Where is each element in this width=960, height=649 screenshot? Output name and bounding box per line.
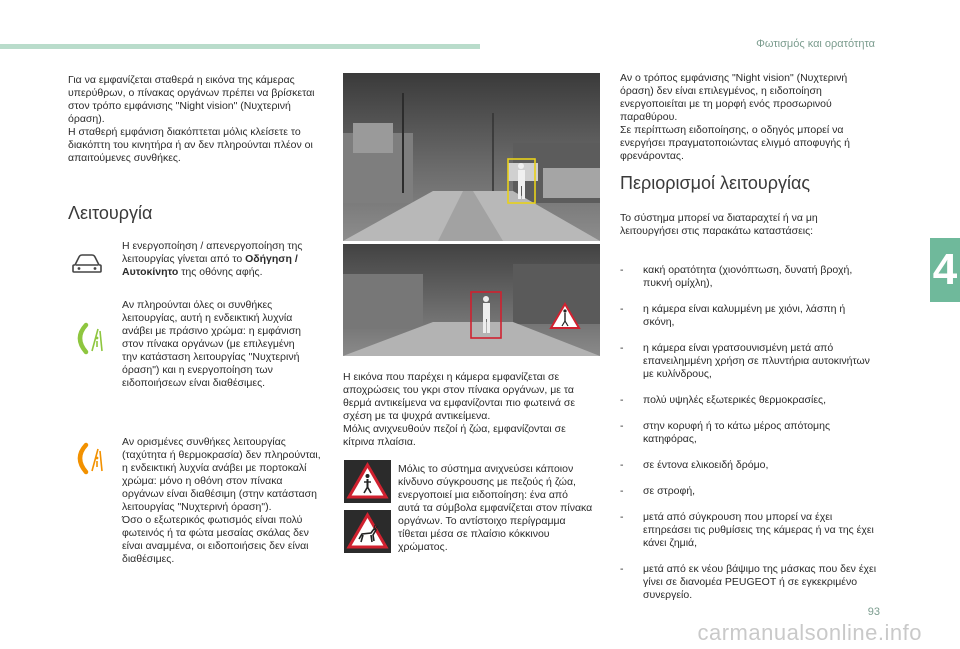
limitations-intro: Το σύστημα μπορεί να διαταραχτεί ή να μη λειτουργήσει στις παρακάτω καταστάσεις: xyxy=(620,212,818,237)
list-item: - η κάμερα είναι γρατσουνισμένη μετά από επανειλημμένη χρήση σε πλυντήρια αυτοκινήτων με κυλίνδρους, xyxy=(620,342,878,381)
green-lamp-text: Αν πληρούνται όλες οι συνθήκες λειτουργίας, αυτή η ενδεικτική λυχνία ανάβει με πράσινο χρώμα: η εμφάνιση στον πίνακα οργάνων (με επιλεγμένη την κατάσταση λειτουργίας "Νυχτερινή όραση") και η ενεργοποίηση των ειδοποιήσεων είναι διαθέσιμες. xyxy=(122,299,302,389)
intro-text: Για να εμφανίζεται σταθερά η εικόνα της κάμερας υπερύθρων, ο πίνακας οργάνων πρέπει να βρίσκεται στον τρόπο εμφάνισης "Night vision" (Νυχτερινή όραση). Η σταθερή εμφάνιση διακόπτεται μόλις κλείσετε το διακόπτη του κινητήρα ή αν δεν πληρούνται πλέον οι απαιτούμενες συνθήκες. xyxy=(68,74,315,164)
page-number: 93 xyxy=(867,606,880,618)
limitations-section xyxy=(620,199,878,628)
header-bar xyxy=(0,44,480,49)
popup-alert-text: Αν ο τρόπος εμφάνισης "Night vision" (Νυχτερινή όραση) δεν είναι επιλεγμένος, η ειδοποίηση ενεργοποιείται με τη μορφή ενός προσωρινού παραθύρου. Σε περίπτωση ειδοποίησης, ο οδηγός μπορεί να ενεργήσει πραγματοποιώντας ελιγμό αποφυγής ή φρενάροντας. xyxy=(620,72,850,162)
list-item: - η κάμερα είναι καλυμμένη με χιόνι, λάσπη ή σκόνη, xyxy=(620,303,878,329)
list-item: - στην κορυφή ή το κάτω μέρος απότομης κατηφόρας, xyxy=(620,420,878,446)
menu-reference: Οδήγηση / Αυτοκίνητο xyxy=(122,253,298,278)
thermal-camera-image-alert xyxy=(343,244,600,356)
alert-symbols-text: Μόλις το σύστημα ανιχνεύσει κάποιον κίνδυνο σύγκρουσης με πεζούς ή ζώα, ενεργοποιεί μια ειδοποίηση: ένα από αυτά τα σύμβολα εμφανίζεται στον πίνακα οργάνων. Το αντίστοιχο περίγραμμα τίθεται μέσα σε πλαίσιο κόκκινου χρώματος. xyxy=(398,463,593,553)
night-vision-green-lamp-icon xyxy=(72,320,108,365)
car-outline-icon xyxy=(70,250,104,281)
animal-warning-icon xyxy=(344,510,391,553)
limitations-list xyxy=(620,251,878,615)
heading-limitations: Περιορισμοί λειτουργίας xyxy=(620,173,811,193)
list-item: - πολύ υψηλές εξωτερικές θερμοκρασίες, xyxy=(620,394,878,407)
camera-caption: Η εικόνα που παρέχει η κάμερα εμφανίζεται σε αποχρώσεις του γκρι στον πίνακα οργάνων, με τα θερμά αντικείμενα να εμφανίζονται πιο φωτεινά σε σχέση με τα ψυχρά αντικείμενα. Μόλις ανιχνευθούν πεζοί ή ζώα, εμφανίζονται σε κίτρινα πλαίσια. xyxy=(343,371,576,448)
list-item: - σε στροφή, xyxy=(620,485,878,498)
list-item: - κακή ορατότητα (χιονόπτωση, δυνατή βροχή, πυκνή ομίχλη), xyxy=(620,264,878,290)
watermark: carmanualsonline.info xyxy=(697,620,922,645)
activation-text: Η ενεργοποίηση / απενεργοποίηση της λειτουργίας γίνεται από το Οδήγηση / Αυτοκίνητο της οθόνης αφής. xyxy=(122,240,303,278)
chapter-tab: 4 xyxy=(930,238,960,302)
list-item: - σε έντονα ελικοειδή δρόμο, xyxy=(620,459,878,472)
section-title: Φωτισμός και ορατότητα xyxy=(756,38,875,50)
heading-operation: Λειτουργία xyxy=(68,203,153,223)
orange-lamp-text: Αν ορισμένες συνθήκες λειτουργίας (ταχύτητα ή θερμοκρασία) δεν πληρούνται, η ενδεικτική λυχνία ανάβει με πορτοκαλί χρώμα: μόνο η οθόνη στον πίνακα οργάνων είναι διαθέσιμη (στην κατάσταση λειτουργίας "Νυχτερινή όραση"). Όσο ο εξωτερικός φωτισμός είναι πολύ φωτεινός ή τα φώτα μεσαίας σκάλας δεν είναι αναμμένα, οι ειδοποιήσεις δεν είναι διαθέσιμες. xyxy=(122,436,321,565)
list-item: - μετά από εκ νέου βάψιμο της μάσκας που δεν έχει γίνει σε διανομέα PEUGEOT ή σε εγκεκριμένο συνεργείο. xyxy=(620,563,878,602)
list-item: - μετά από σύγκρουση που μπορεί να έχει επηρεάσει τις ρυθμίσεις της κάμερας ή να της έχει κάνει ζημιά, xyxy=(620,511,878,550)
night-vision-orange-lamp-icon xyxy=(72,440,108,485)
pedestrian-warning-icon xyxy=(344,460,391,503)
thermal-camera-image-street xyxy=(343,73,600,241)
